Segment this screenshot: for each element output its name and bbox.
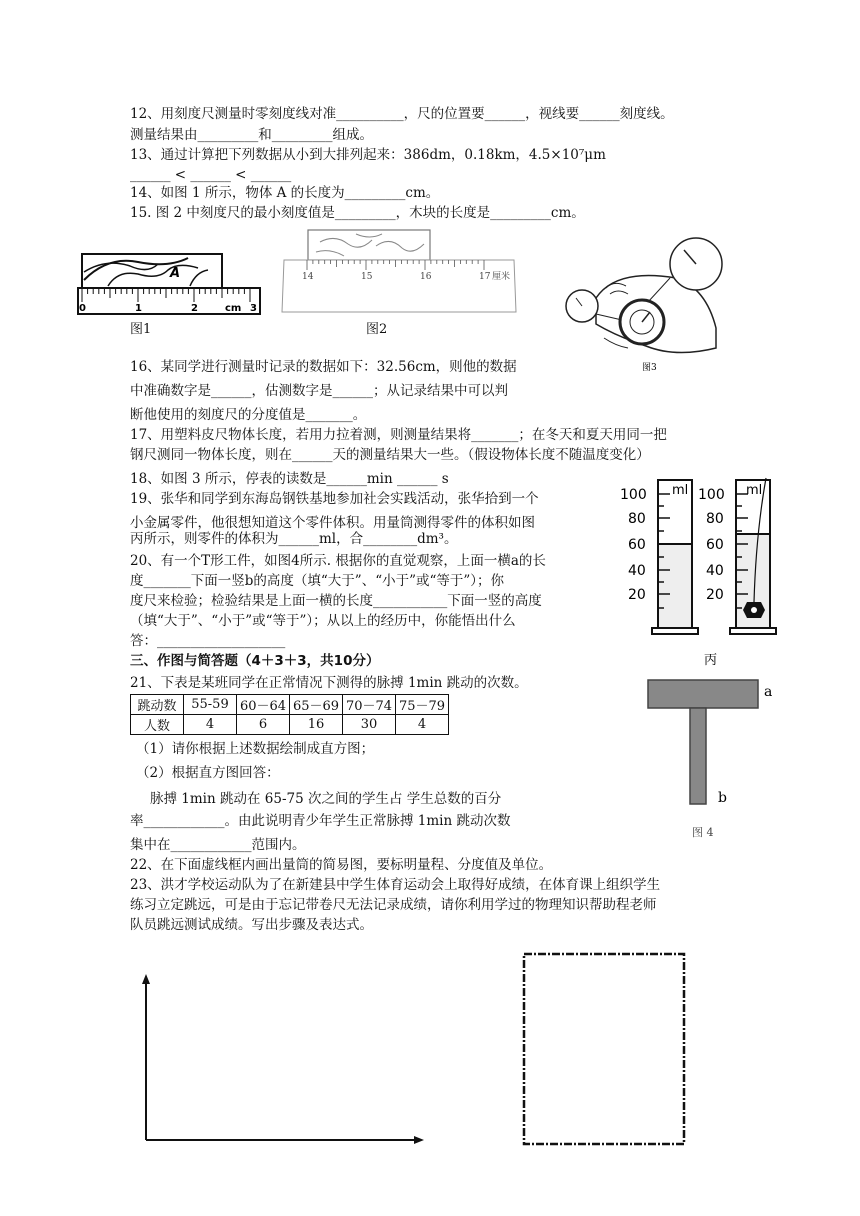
table-cell: 65－69 <box>290 695 343 715</box>
histogram-axes <box>138 970 428 1146</box>
q12-line2: 测量结果由_________和_________组成。 <box>130 127 373 143</box>
x-axis-arrow-icon <box>414 1136 424 1144</box>
fig2-unit: 厘米 <box>492 272 511 282</box>
q12-line1: 12、用刻度尺测量时零刻度线对准__________，尺的位置要______，视线要______刻度线。 <box>130 106 674 122</box>
q17-line1: 17、用塑料皮尺物体长度，若用力拉着测，则测量结果将_______；在冬天和夏天用同一把 <box>130 427 667 443</box>
pulse-table <box>130 694 449 735</box>
cyl-right-tick-80: 80 <box>706 511 724 527</box>
q21-line: 21、下表是某班同学在正常情况下测得的脉搏 1min 跳动的次数。 <box>130 675 528 691</box>
cyl-left-tick-80: 80 <box>628 511 646 527</box>
q14-line: 14、如图 1 所示，物体 A 的长度为_________cm。 <box>130 185 440 201</box>
cyl-right-tick-40: 40 <box>706 563 724 579</box>
fig2-caption: 图2 <box>366 322 388 337</box>
q17-line2: 钢尺测同一物体长度，则在______天的测量结果大一些。（假设物体长度不随温度变化） <box>130 447 650 463</box>
object-a-wood <box>82 254 222 288</box>
q16-line2: 中准确数字是______，估测数字是______；从记录结果中可以判 <box>130 383 508 399</box>
fig3-caption: 图3 <box>642 363 657 373</box>
q20-line1: 20、有一个T形工件，如图4所示. 根据你的直觉观察，上面一横a的长 <box>130 553 546 569</box>
cyl-right-tick-60: 60 <box>706 537 724 553</box>
fig1-tick-0: 0 <box>79 303 86 314</box>
fig2-tick-17: 17 <box>479 272 491 282</box>
fig1-tick-3: 3 <box>250 303 257 314</box>
t-stem <box>690 708 706 804</box>
fig2-tick-14: 14 <box>302 272 314 282</box>
figure3-stopwatch <box>556 228 728 374</box>
fig1-caption: 图1 <box>130 322 152 337</box>
q23-line2: 练习立定跳远，可是由于忘记带卷尺无法记录成绩，请你利用学过的物理知识帮助程老师 <box>130 897 657 913</box>
fig4-caption: 图 4 <box>692 826 714 839</box>
table-cell: 人数 <box>131 715 184 735</box>
cyl-left-tick-20: 20 <box>628 587 646 603</box>
table-cell: 4 <box>396 715 449 735</box>
fig4-label-b: b <box>718 790 727 806</box>
fig2-tick-16: 16 <box>420 272 432 282</box>
fig1-label-a: A <box>170 266 181 281</box>
table-cell: 跳动数 <box>131 695 184 715</box>
q18-line: 18、如图 3 所示，停表的读数是______min ______ s <box>130 471 449 487</box>
fig4-label-a: a <box>764 684 773 700</box>
cyl-left-unit: ml <box>672 483 689 498</box>
q13-line1: 13、通过计算把下列数据从小到大排列起来：386dm，0.18km，4.5×10⁷μm <box>130 147 606 163</box>
cylinder-left <box>652 480 698 634</box>
q23-line1: 23、洪才学校运动队为了在新建县中学生体育运动会上取得好成绩，在体育课上组织学生 <box>130 877 661 893</box>
figure4-t-workpiece <box>646 678 776 842</box>
q21-part2: （2）根据直方图回答： <box>136 765 280 781</box>
fig1-unit: cm <box>225 303 242 314</box>
cylinder-right <box>730 478 776 634</box>
y-axis-arrow-icon <box>142 974 150 984</box>
table-header-row <box>131 695 449 715</box>
table-row <box>131 715 449 735</box>
table-cell: 70－74 <box>343 695 396 715</box>
q19-line2: 小金属零件，他很想知道这个零件体积。用量筒测得零件的体积如图 <box>130 515 535 531</box>
cyl-left-tick-40: 40 <box>628 563 646 579</box>
cyl-left-tick-60: 60 <box>628 537 646 553</box>
q19-line1: 19、张华和同学到东海岛钢铁基地参加社会实践活动，张华拾到一个 <box>130 491 539 507</box>
q21-part3: 脉搏 1min 跳动在 65-75 次之间的学生占 学生总数的百分 <box>150 791 502 807</box>
fig2-tick-15: 15 <box>361 272 373 282</box>
q20-line3: 度尺来检验；检验结果是上面一横的长度___________下面一竖的高度 <box>130 593 542 609</box>
figure2-ruler <box>280 226 520 318</box>
cyl-left-tick-100: 100 <box>620 487 647 503</box>
cyl-right-tick-100: 100 <box>698 487 725 503</box>
table-cell: 16 <box>290 715 343 735</box>
q16-line3: 断他使用的刻度尺的分度值是_______。 <box>130 407 367 423</box>
q21-part5: 集中在____________范围内。 <box>130 837 306 853</box>
table-cell: 6 <box>237 715 290 735</box>
q20-line5: 答：___________________ <box>130 633 286 649</box>
figure-bing-cylinders <box>606 474 812 666</box>
q20-line2: 度_______下面一竖b的高度（填“大于”、“小于”或“等于”）；你 <box>130 573 505 589</box>
cyl-right-tick-20: 20 <box>706 587 724 603</box>
figure1-ruler <box>78 252 263 316</box>
fig1-tick-2: 2 <box>191 303 198 314</box>
cyl-right-unit: ml <box>746 483 763 498</box>
table-cell: 4 <box>184 715 237 735</box>
q21-part1: （1）请你根据上述数据绘制成直方图； <box>136 741 375 757</box>
fig1-tick-1: 1 <box>135 303 142 314</box>
drawing-box[interactable] <box>522 952 686 1146</box>
q19-line3: 丙所示，则零件的体积为______ml，合________dm³。 <box>130 531 458 547</box>
table-cell: 60－64 <box>237 695 290 715</box>
table-cell: 30 <box>343 715 396 735</box>
q22-line: 22、在下面虚线框内画出量筒的简易图，要标明量程、分度值及单位。 <box>130 857 553 873</box>
q15-line: 15. 图 2 中刻度尺的最小刻度值是_________，木块的长度是_________cm。 <box>130 205 585 221</box>
fig-bing-caption: 丙 <box>704 653 718 668</box>
wood-block <box>308 230 430 260</box>
t-crossbar <box>648 680 758 708</box>
section3-heading: 三、作图与简答题（4＋3＋3，共10分） <box>130 653 380 669</box>
table-cell: 75－79 <box>396 695 449 715</box>
q13-line2: ______ < ______ < ______ <box>130 167 292 183</box>
q23-line3: 队员跳远测试成绩。写出步骤及表达式。 <box>130 917 373 933</box>
q20-line4: （填“大于”、“小于”或“等于”）；从以上的经历中，你能悟出什么 <box>130 613 516 629</box>
q16-line1: 16、某同学进行测量时记录的数据如下：32.56cm，则他的数据 <box>130 359 517 375</box>
q21-part4: 率____________。由此说明青少年学生正常脉搏 1min 跳动次数 <box>130 813 511 829</box>
table-cell: 55-59 <box>184 695 237 715</box>
